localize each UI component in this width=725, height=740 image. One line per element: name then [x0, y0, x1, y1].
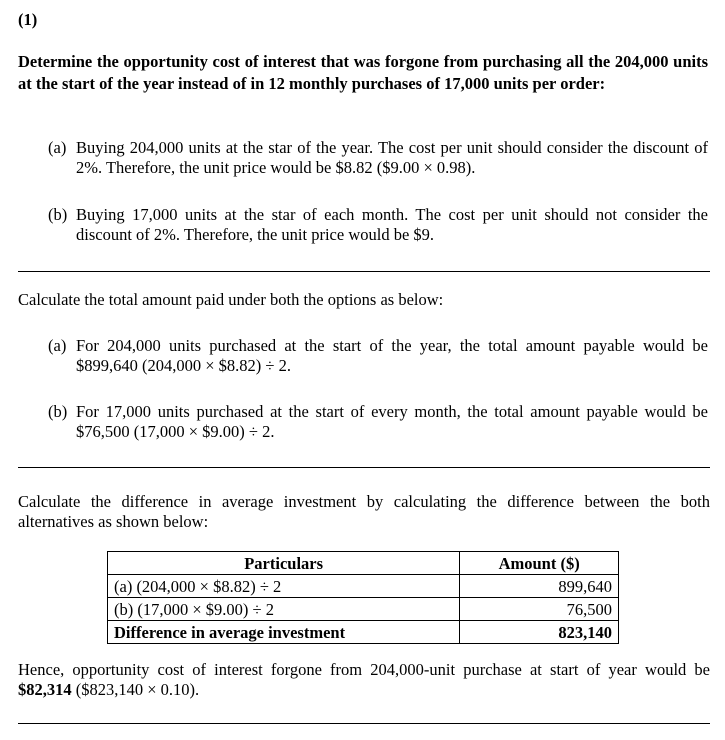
- section2-intro: Calculate the total amount paid under both the options as below:: [18, 290, 444, 309]
- table-header-row: [108, 552, 619, 575]
- total-amount: 823,140: [460, 621, 619, 644]
- table-row: [108, 598, 619, 621]
- conclusion-calc: ($823,140 × 0.10).: [75, 680, 200, 699]
- divider: [18, 467, 710, 468]
- conclusion: [18, 660, 710, 700]
- item-text: Buying 17,000 units at the star of each month. The cost per unit should not consider the discount of 2%. Therefore, the unit price would be $9.: [76, 205, 708, 244]
- row-amount: 899,640: [460, 575, 619, 598]
- item-text: Buying 204,000 units at the star of the year. The cost per unit should consider the discount of 2%. Therefore, the unit price would be $8.82 ($9.00 × 0.98).: [76, 138, 708, 177]
- table-total-row: [108, 621, 619, 644]
- conclusion-text: Hence, opportunity cost of interest forgone from 204,000-unit purchase at start of year would be: [18, 660, 710, 679]
- question-heading: Determine the opportunity cost of interest that was forgone from purchasing all the 204,000 units at the start of the year instead of in 12 monthly purchases of 17,000 units per order:: [18, 52, 708, 93]
- section2-item-a: [48, 336, 708, 376]
- item-label: (a): [48, 336, 67, 355]
- section2-item-b: [48, 402, 708, 442]
- conclusion-amount: $82,314: [18, 680, 72, 699]
- row-particular: (b) (17,000 × $9.00) ÷ 2: [108, 598, 460, 621]
- item-label: (b): [48, 205, 68, 224]
- item-text: For 204,000 units purchased at the start of the year, the total amount payable would be $899,640 (204,000 × $8.82) ÷ 2.: [76, 336, 708, 375]
- item-label: (a): [48, 138, 67, 157]
- section1-item-a: [48, 138, 708, 178]
- divider: [18, 271, 710, 272]
- header-amount: Amount ($): [460, 552, 619, 575]
- average-investment-table: [107, 551, 619, 644]
- section1-item-b: [48, 205, 708, 245]
- row-particular: (a) (204,000 × $8.82) ÷ 2: [108, 575, 460, 598]
- divider: [18, 723, 710, 724]
- table-row: [108, 575, 619, 598]
- item-text: For 17,000 units purchased at the start of every month, the total amount payable would be $76,500 (17,000 × $9.00) ÷ 2.: [76, 402, 708, 441]
- section3-intro: Calculate the difference in average investment by calculating the difference between the both alternatives as shown below:: [18, 492, 710, 531]
- row-amount: 76,500: [460, 598, 619, 621]
- total-label: Difference in average investment: [108, 621, 460, 644]
- header-particulars: Particulars: [108, 552, 460, 575]
- item-label: (b): [48, 402, 68, 421]
- question-number: (1): [18, 10, 38, 29]
